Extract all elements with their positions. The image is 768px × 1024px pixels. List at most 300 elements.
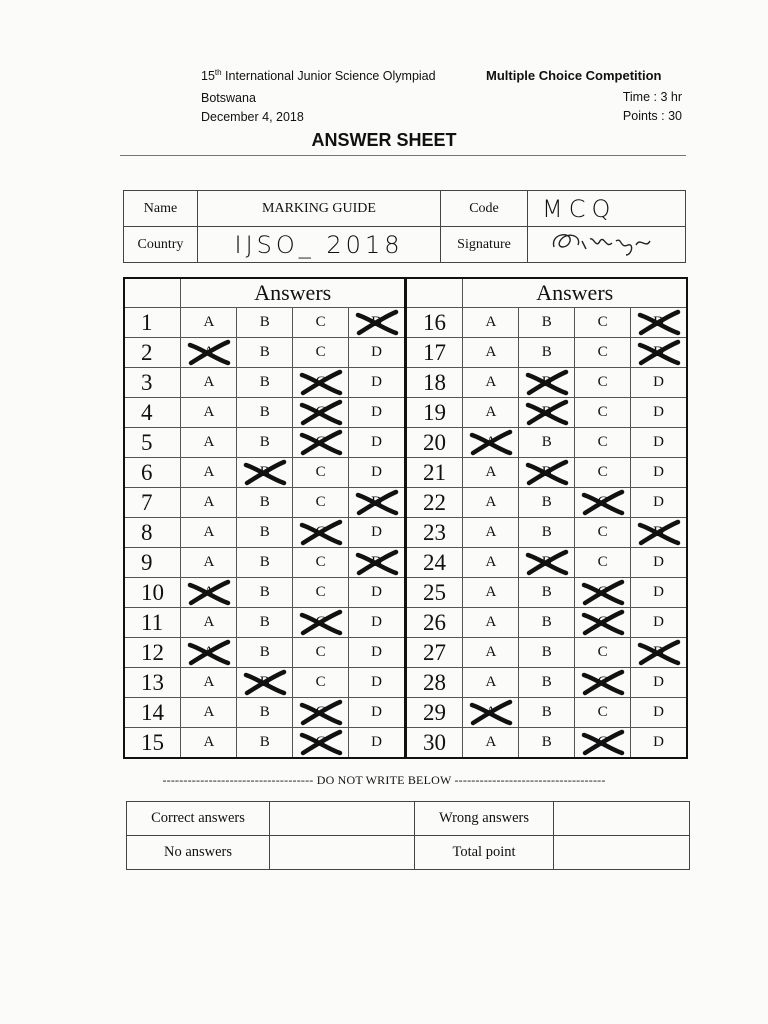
option-label: A <box>485 344 497 360</box>
option-a-cell[interactable] <box>463 608 519 638</box>
option-c-cell[interactable] <box>575 308 631 338</box>
option-d-cell[interactable] <box>349 608 406 638</box>
option-d-cell[interactable] <box>631 458 687 488</box>
question-number: 15 <box>124 728 181 759</box>
question-number: 19 <box>405 398 462 428</box>
option-label: C <box>597 524 608 540</box>
option-c-cell[interactable] <box>293 698 349 728</box>
question-number: 5 <box>124 428 181 458</box>
question-number: 1 <box>124 308 181 338</box>
signature-value <box>528 227 686 263</box>
name-label: Name <box>124 191 198 227</box>
question-number: 14 <box>124 698 181 728</box>
option-b-cell[interactable] <box>237 458 293 488</box>
option-label: D <box>371 434 382 450</box>
option-label: B <box>541 494 552 510</box>
answers-heading: Answers <box>181 278 405 308</box>
option-d-cell[interactable] <box>631 518 687 548</box>
option-d-cell[interactable] <box>349 428 406 458</box>
option-label: D <box>653 404 664 420</box>
question-number: 24 <box>405 548 462 578</box>
option-a-cell[interactable] <box>463 458 519 488</box>
option-b-cell[interactable] <box>519 698 575 728</box>
option-a-cell[interactable] <box>181 308 237 338</box>
option-label: A <box>485 524 497 540</box>
exam-date: December 4, 2018 <box>201 110 304 124</box>
option-c-cell[interactable] <box>575 638 631 668</box>
option-label: A <box>485 704 497 720</box>
option-a-cell[interactable] <box>181 368 237 398</box>
option-b-cell[interactable] <box>519 308 575 338</box>
option-d-cell[interactable] <box>631 398 687 428</box>
question-number: 12 <box>124 638 181 668</box>
name-value: MARKING GUIDE <box>198 191 441 227</box>
option-a-cell[interactable] <box>181 338 237 368</box>
question-number: 22 <box>405 488 462 518</box>
question-number: 30 <box>405 728 462 759</box>
option-d-cell[interactable] <box>349 518 406 548</box>
option-a-cell[interactable] <box>463 728 519 759</box>
option-c-cell[interactable] <box>293 638 349 668</box>
option-d-cell[interactable] <box>631 308 687 338</box>
option-a-cell[interactable] <box>181 578 237 608</box>
do-not-write-divider: ------------------------------------ DO NOT WRITE BELOW ------------------------------------ <box>162 773 606 787</box>
total-point-field[interactable] <box>554 836 690 870</box>
option-a-cell[interactable] <box>463 668 519 698</box>
option-label: C <box>597 494 608 510</box>
option-b-cell[interactable] <box>237 518 293 548</box>
heading-blank-cell <box>405 278 462 308</box>
option-label: B <box>541 554 552 570</box>
option-c-cell[interactable] <box>575 338 631 368</box>
option-label: B <box>541 524 552 540</box>
option-b-cell[interactable] <box>237 638 293 668</box>
option-d-cell[interactable] <box>631 338 687 368</box>
option-a-cell[interactable] <box>181 668 237 698</box>
total-point-label: Total point <box>415 836 554 870</box>
option-label: A <box>485 644 497 660</box>
option-c-cell[interactable] <box>293 488 349 518</box>
option-d-cell[interactable] <box>349 338 406 368</box>
option-a-cell[interactable] <box>463 548 519 578</box>
option-b-cell[interactable] <box>519 428 575 458</box>
option-b-cell[interactable] <box>519 578 575 608</box>
option-label: C <box>597 644 608 660</box>
option-label: C <box>315 374 326 390</box>
option-label: A <box>203 404 215 420</box>
option-label: A <box>485 494 497 510</box>
option-d-cell[interactable] <box>349 548 406 578</box>
option-label: A <box>203 524 215 540</box>
option-label: C <box>597 734 608 750</box>
option-label: B <box>541 434 552 450</box>
option-label: D <box>371 614 382 630</box>
question-number: 11 <box>124 608 181 638</box>
option-label: C <box>315 584 326 600</box>
option-d-cell[interactable] <box>631 368 687 398</box>
olympiad-name: International Junior Science Olympiad <box>221 69 436 83</box>
answers-heading: Answers <box>463 278 687 308</box>
option-label: B <box>259 314 270 330</box>
option-label: B <box>259 614 270 630</box>
option-label: B <box>259 404 270 420</box>
option-label: D <box>371 524 382 540</box>
option-label: A <box>203 674 215 690</box>
option-c-cell[interactable] <box>575 458 631 488</box>
option-label: B <box>541 614 552 630</box>
question-number: 8 <box>124 518 181 548</box>
option-label: A <box>485 584 497 600</box>
option-label: B <box>541 584 552 600</box>
option-a-cell[interactable] <box>181 548 237 578</box>
option-b-cell[interactable] <box>237 608 293 638</box>
option-label: D <box>653 644 664 660</box>
option-b-cell[interactable] <box>519 668 575 698</box>
question-number: 27 <box>405 638 462 668</box>
option-c-cell[interactable] <box>293 308 349 338</box>
option-d-cell[interactable] <box>631 488 687 518</box>
answer-row <box>124 428 687 458</box>
option-label: B <box>541 734 552 750</box>
question-number: 18 <box>405 368 462 398</box>
score-table <box>126 801 690 870</box>
question-number: 4 <box>124 398 181 428</box>
country-label: Country <box>124 227 198 263</box>
option-d-cell[interactable] <box>631 668 687 698</box>
option-label: B <box>259 464 270 480</box>
option-a-cell[interactable] <box>463 518 519 548</box>
answer-row <box>124 338 687 368</box>
question-number: 21 <box>405 458 462 488</box>
option-label: D <box>653 704 664 720</box>
option-label: B <box>541 644 552 660</box>
option-label: C <box>597 344 608 360</box>
option-label: D <box>653 344 664 360</box>
option-a-cell[interactable] <box>181 488 237 518</box>
option-b-cell[interactable] <box>519 638 575 668</box>
option-c-cell[interactable] <box>575 428 631 458</box>
answers-table <box>123 277 688 759</box>
option-c-cell[interactable] <box>293 548 349 578</box>
option-b-cell[interactable] <box>519 338 575 368</box>
option-d-cell[interactable] <box>631 428 687 458</box>
option-label: C <box>315 674 326 690</box>
olympiad-title <box>201 69 436 84</box>
answer-row <box>124 608 687 638</box>
option-a-cell[interactable] <box>463 368 519 398</box>
option-b-cell[interactable] <box>237 578 293 608</box>
option-label: D <box>371 344 382 360</box>
option-a-cell[interactable] <box>463 488 519 518</box>
question-number: 20 <box>405 428 462 458</box>
wrong-answers-label: Wrong answers <box>415 802 554 836</box>
option-label: B <box>259 494 270 510</box>
option-a-cell[interactable] <box>463 578 519 608</box>
option-b-cell[interactable] <box>237 308 293 338</box>
option-c-cell[interactable] <box>575 488 631 518</box>
option-b-cell[interactable] <box>519 608 575 638</box>
option-label: A <box>203 374 215 390</box>
question-number: 29 <box>405 698 462 728</box>
option-label: D <box>653 494 664 510</box>
answer-row <box>124 398 687 428</box>
answer-row <box>124 698 687 728</box>
option-label: A <box>485 464 497 480</box>
exam-points: Points : 30 <box>622 109 682 123</box>
option-c-cell[interactable] <box>293 338 349 368</box>
option-c-cell[interactable] <box>575 668 631 698</box>
option-label: B <box>259 554 270 570</box>
option-label: D <box>653 374 664 390</box>
option-c-cell[interactable] <box>293 518 349 548</box>
answer-row <box>124 368 687 398</box>
option-label: C <box>315 614 326 630</box>
option-label: B <box>541 374 552 390</box>
option-label: A <box>485 614 497 630</box>
option-label: C <box>315 524 326 540</box>
option-label: D <box>371 734 382 750</box>
option-c-cell[interactable] <box>575 578 631 608</box>
signature-scribble <box>542 227 672 257</box>
option-b-cell[interactable] <box>237 398 293 428</box>
option-d-cell[interactable] <box>349 308 406 338</box>
option-b-cell[interactable] <box>519 518 575 548</box>
option-c-cell[interactable] <box>293 728 349 759</box>
answer-row <box>124 488 687 518</box>
country-value <box>198 227 441 263</box>
option-a-cell[interactable] <box>463 308 519 338</box>
option-b-cell[interactable] <box>237 548 293 578</box>
option-d-cell[interactable] <box>349 458 406 488</box>
option-label: C <box>315 554 326 570</box>
option-label: A <box>485 674 497 690</box>
option-a-cell[interactable] <box>463 398 519 428</box>
option-label: C <box>315 734 326 750</box>
option-c-cell[interactable] <box>293 428 349 458</box>
option-b-cell[interactable] <box>519 458 575 488</box>
option-c-cell[interactable] <box>575 608 631 638</box>
no-answers-field[interactable] <box>270 836 415 870</box>
option-c-cell[interactable] <box>575 548 631 578</box>
option-label: A <box>203 314 215 330</box>
option-a-cell[interactable] <box>181 458 237 488</box>
option-b-cell[interactable] <box>237 368 293 398</box>
option-label: B <box>541 314 552 330</box>
option-b-cell[interactable] <box>237 698 293 728</box>
option-label: C <box>597 464 608 480</box>
option-label: A <box>203 494 215 510</box>
option-label: D <box>653 314 664 330</box>
option-b-cell[interactable] <box>519 728 575 759</box>
question-number: 3 <box>124 368 181 398</box>
option-d-cell[interactable] <box>349 638 406 668</box>
option-label: A <box>203 584 215 600</box>
country-handwriting: IJSO_ 2018 <box>234 230 404 259</box>
option-a-cell[interactable] <box>463 698 519 728</box>
option-b-cell[interactable] <box>519 548 575 578</box>
answer-row <box>124 548 687 578</box>
option-b-cell[interactable] <box>237 668 293 698</box>
option-d-cell[interactable] <box>349 578 406 608</box>
option-a-cell[interactable] <box>181 398 237 428</box>
option-label: B <box>541 404 552 420</box>
option-label: D <box>653 554 664 570</box>
option-label: C <box>597 704 608 720</box>
code-label: Code <box>441 191 528 227</box>
option-label: B <box>259 344 270 360</box>
option-label: D <box>653 614 664 630</box>
option-a-cell[interactable] <box>463 428 519 458</box>
option-label: B <box>259 524 270 540</box>
option-label: B <box>259 704 270 720</box>
page-title: ANSWER SHEET <box>311 130 457 150</box>
option-label: C <box>597 584 608 600</box>
option-label: B <box>541 704 552 720</box>
answer-row <box>124 728 687 759</box>
option-label: D <box>371 314 382 330</box>
option-c-cell[interactable] <box>575 728 631 759</box>
code-handwriting: MCQ <box>542 194 617 223</box>
competition-name: Multiple Choice Competition <box>486 68 662 83</box>
option-b-cell[interactable] <box>237 728 293 759</box>
option-c-cell[interactable] <box>293 668 349 698</box>
wrong-answers-field[interactable] <box>554 802 690 836</box>
option-label: A <box>203 464 215 480</box>
option-label: C <box>315 464 326 480</box>
answer-row <box>124 638 687 668</box>
option-d-cell[interactable] <box>631 608 687 638</box>
option-label: C <box>597 374 608 390</box>
option-label: C <box>315 494 326 510</box>
answer-row <box>124 578 687 608</box>
option-c-cell[interactable] <box>293 578 349 608</box>
option-label: D <box>371 374 382 390</box>
code-value <box>528 191 686 227</box>
option-label: B <box>259 674 270 690</box>
option-a-cell[interactable] <box>181 698 237 728</box>
option-label: C <box>597 614 608 630</box>
option-label: A <box>485 314 497 330</box>
option-label: C <box>597 674 608 690</box>
option-label: C <box>315 404 326 420</box>
option-d-cell[interactable] <box>349 698 406 728</box>
option-label: A <box>485 554 497 570</box>
olympiad-number: 15 <box>201 69 215 83</box>
option-label: C <box>597 554 608 570</box>
answer-row <box>124 518 687 548</box>
option-label: D <box>653 524 664 540</box>
question-number: 25 <box>405 578 462 608</box>
option-c-cell[interactable] <box>293 608 349 638</box>
option-label: A <box>203 734 215 750</box>
option-d-cell[interactable] <box>631 548 687 578</box>
option-d-cell[interactable] <box>631 698 687 728</box>
option-d-cell[interactable] <box>349 668 406 698</box>
option-label: D <box>653 434 664 450</box>
option-b-cell[interactable] <box>519 398 575 428</box>
option-c-cell[interactable] <box>575 398 631 428</box>
option-label: C <box>597 314 608 330</box>
option-label: B <box>541 344 552 360</box>
option-label: D <box>653 464 664 480</box>
option-a-cell[interactable] <box>181 608 237 638</box>
option-d-cell[interactable] <box>349 398 406 428</box>
option-c-cell[interactable] <box>575 368 631 398</box>
option-b-cell[interactable] <box>237 488 293 518</box>
option-c-cell[interactable] <box>293 398 349 428</box>
question-number: 9 <box>124 548 181 578</box>
question-number: 28 <box>405 668 462 698</box>
correct-answers-field[interactable] <box>270 802 415 836</box>
option-b-cell[interactable] <box>237 338 293 368</box>
question-number: 7 <box>124 488 181 518</box>
option-c-cell[interactable] <box>575 698 631 728</box>
candidate-info-table <box>123 190 686 263</box>
option-b-cell[interactable] <box>519 488 575 518</box>
title-rule <box>120 155 686 156</box>
option-c-cell[interactable] <box>293 368 349 398</box>
no-answers-label: No answers <box>127 836 270 870</box>
option-label: A <box>203 344 215 360</box>
option-label: D <box>371 674 382 690</box>
answer-row <box>124 458 687 488</box>
option-a-cell[interactable] <box>181 728 237 759</box>
option-d-cell[interactable] <box>631 728 687 759</box>
option-c-cell[interactable] <box>575 518 631 548</box>
option-a-cell[interactable] <box>463 638 519 668</box>
option-a-cell[interactable] <box>181 518 237 548</box>
option-a-cell[interactable] <box>181 638 237 668</box>
option-d-cell[interactable] <box>349 488 406 518</box>
option-label: B <box>541 674 552 690</box>
option-label: C <box>597 404 608 420</box>
option-d-cell[interactable] <box>349 728 406 759</box>
option-label: C <box>315 434 326 450</box>
option-b-cell[interactable] <box>519 368 575 398</box>
option-label: D <box>371 494 382 510</box>
option-c-cell[interactable] <box>293 458 349 488</box>
olympiad-ordinal-suffix: th <box>214 68 222 77</box>
option-label: D <box>371 554 382 570</box>
option-d-cell[interactable] <box>631 638 687 668</box>
option-label: C <box>315 344 326 360</box>
option-label: D <box>653 584 664 600</box>
option-d-cell[interactable] <box>349 368 406 398</box>
option-label: B <box>259 734 270 750</box>
question-number: 17 <box>405 338 462 368</box>
option-label: B <box>541 464 552 480</box>
heading-blank-cell <box>124 278 181 308</box>
option-label: A <box>485 734 497 750</box>
option-label: B <box>259 584 270 600</box>
option-label: B <box>259 434 270 450</box>
option-label: C <box>315 314 326 330</box>
option-a-cell[interactable] <box>463 338 519 368</box>
option-label: D <box>653 674 664 690</box>
option-label: D <box>653 734 664 750</box>
option-label: A <box>485 434 497 450</box>
option-d-cell[interactable] <box>631 578 687 608</box>
option-a-cell[interactable] <box>181 428 237 458</box>
question-number: 16 <box>405 308 462 338</box>
correct-answers-label: Correct answers <box>127 802 270 836</box>
option-label: D <box>371 644 382 660</box>
option-label: B <box>259 644 270 660</box>
question-number: 23 <box>405 518 462 548</box>
option-label: D <box>371 584 382 600</box>
option-label: A <box>203 644 215 660</box>
option-b-cell[interactable] <box>237 428 293 458</box>
